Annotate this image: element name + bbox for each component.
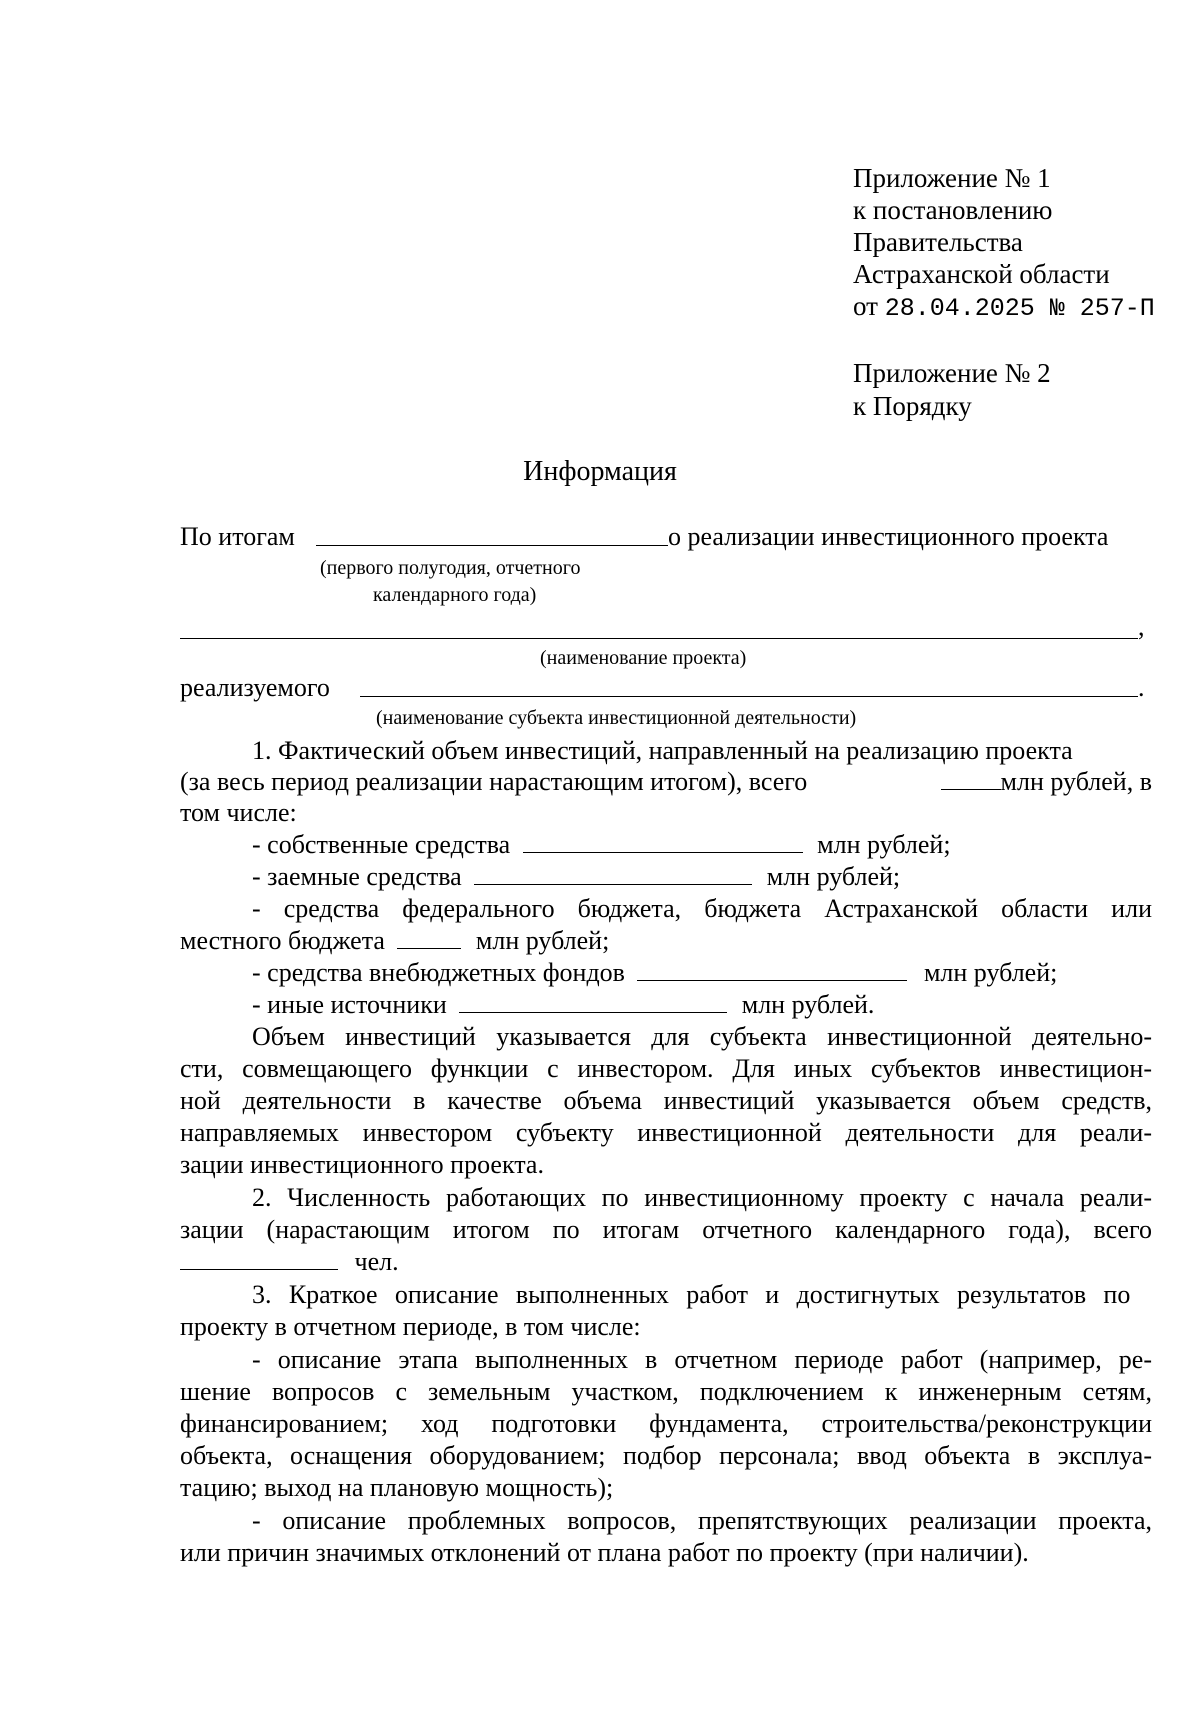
borrowed-funds-unit: млн рублей; <box>766 862 901 891</box>
note-text: ной деятельности в качестве объема инвестиций указывается объем средств, <box>180 1086 1152 1115</box>
other-sources-blank[interactable] <box>459 1011 727 1013</box>
offbudget-funds-unit: млн рублей; <box>923 958 1058 987</box>
note-text: направляемых инвестором субъекту инвестиционной деятельности для реали- <box>180 1118 1152 1147</box>
appendix-2-ref: к Порядку <box>853 391 972 421</box>
item2-text: 2. Численность работающих по инвестиционному проекту с начала реали- <box>252 1183 1152 1212</box>
appendix-2-title: Приложение № 2 <box>853 358 1051 388</box>
budget-funds-unit: млн рублей; <box>475 926 610 955</box>
own-funds-row <box>252 830 951 860</box>
item2-line3 <box>180 1247 399 1277</box>
subject-name-blank[interactable] <box>360 696 1138 697</box>
offbudget-funds-blank[interactable] <box>637 979 907 981</box>
item3-text: проекту в отчетном периоде, в том числе: <box>180 1312 641 1341</box>
offbudget-funds-row <box>252 958 1057 988</box>
realized-label: реализуемого <box>180 673 330 702</box>
stage-text: шение вопросов с земельным участком, подключением к инженерным сетям, <box>180 1377 1152 1406</box>
budget-funds-label: - средства федерального бюджета, бюджета Астраханской области или <box>252 894 1152 923</box>
appendix-1-date <box>853 290 1155 325</box>
item1-note-line <box>252 1022 1152 1052</box>
stage-line <box>180 1409 1152 1439</box>
appendix-1-ref: к постановлению <box>853 195 1053 225</box>
other-sources-row <box>252 990 874 1020</box>
stage-text: объекта, оснащения оборудованием; подбор персонала; ввод объекта в эксплуа- <box>180 1441 1152 1470</box>
problem-line <box>180 1538 1029 1568</box>
appendix-1-date-prefix: от <box>853 291 878 321</box>
project-name-comma: , <box>1138 612 1145 641</box>
appendix-1-title: Приложение № 1 <box>853 163 1051 193</box>
borrowed-funds-blank[interactable] <box>474 883 752 885</box>
headcount-unit: чел. <box>354 1247 399 1276</box>
about-realization-text: о реализации инвестиционного проекта <box>668 522 1109 551</box>
problem-text: или причин значимых отклонений от плана работ по проекту (при наличии). <box>180 1538 1029 1567</box>
note-text: зации инвестиционного проекта. <box>180 1150 544 1179</box>
note-text: сти, совмещающего функции с инвестором. Для иных субъектов инвестицион- <box>180 1054 1152 1083</box>
problem-line <box>252 1506 1152 1536</box>
subject-name-period: . <box>1138 673 1145 702</box>
appendix-1-government: Правительства <box>853 227 1023 257</box>
period-hint-line2: календарного года) <box>373 584 537 606</box>
item1-total-line <box>180 767 1152 797</box>
other-sources-label: - иные источники <box>252 990 447 1019</box>
own-funds-unit: млн рублей; <box>817 830 951 859</box>
stage-line <box>180 1377 1152 1407</box>
item1-heading: 1. Фактический объем инвестиций, направленный на реализацию проекта <box>252 736 1073 765</box>
other-sources-unit: млн рублей. <box>741 990 875 1019</box>
own-funds-label: - собственные средства <box>252 830 511 859</box>
borrowed-funds-label: - заемные средства <box>252 862 462 891</box>
offbudget-funds-label: - средства внебюджетных фондов <box>252 958 625 987</box>
item1-note-line <box>180 1054 1152 1084</box>
stage-line <box>252 1345 1152 1375</box>
budget-funds-line2 <box>180 926 609 956</box>
note-text: Объем инвестиций указывается для субъекта инвестиционной деятельно- <box>252 1022 1152 1051</box>
item1-total-unit: млн рублей, в <box>1000 767 1152 796</box>
item1-total-text: (за весь период реализации нарастающим итогом), всего <box>180 767 808 796</box>
appendix-1-region: Астраханской области <box>853 259 1110 289</box>
item2-line2 <box>180 1215 1152 1245</box>
stage-line <box>180 1473 613 1503</box>
item1-note-line <box>180 1118 1152 1148</box>
item2-line1 <box>252 1183 1152 1213</box>
item3-line2 <box>180 1312 641 1342</box>
item1-including: том числе: <box>180 798 297 827</box>
item1-note-line <box>180 1150 544 1180</box>
borrowed-funds-row <box>252 862 900 892</box>
budget-funds-line1 <box>252 894 1152 924</box>
project-name-blank[interactable] <box>180 638 1138 639</box>
page-title: Информация <box>523 456 677 487</box>
period-hint-line1: (первого полугодия, отчетного <box>320 557 581 579</box>
appendix-1-date-number: 28.04.2025 № 257-П <box>884 294 1155 323</box>
item2-text: зации (нарастающим итогом по итогам отчетного календарного года), всего <box>180 1215 1152 1244</box>
own-funds-blank[interactable] <box>523 851 803 853</box>
project-name-hint: (наименование проекта) <box>540 647 747 669</box>
problem-text: - описание проблемных вопросов, препятствующих реализации проекта, <box>252 1506 1152 1535</box>
budget-funds-label-2: местного бюджета <box>180 926 385 955</box>
item3-line1 <box>252 1280 1152 1310</box>
total-investment-blank[interactable] <box>941 788 1001 790</box>
stage-text: финансированием; ход подготовки фундамента, строительства/реконструкции <box>180 1409 1152 1438</box>
item1-note-line <box>180 1086 1152 1116</box>
period-blank[interactable] <box>316 545 668 546</box>
stage-text: - описание этапа выполненных в отчетном периоде работ (например, ре- <box>252 1345 1152 1374</box>
stage-text: тацию; выход на плановую мощность); <box>180 1473 614 1502</box>
by-results-label: По итогам <box>180 522 295 551</box>
item1-total-field <box>941 767 1152 797</box>
item3-text: 3. Краткое описание выполненных работ и достигнутых результатов по <box>252 1280 1131 1309</box>
budget-funds-blank[interactable] <box>397 947 461 949</box>
stage-line <box>180 1441 1152 1471</box>
subject-hint: (наименование субъекта инвестиционной деятельности) <box>376 707 857 729</box>
headcount-blank[interactable] <box>180 1268 338 1270</box>
